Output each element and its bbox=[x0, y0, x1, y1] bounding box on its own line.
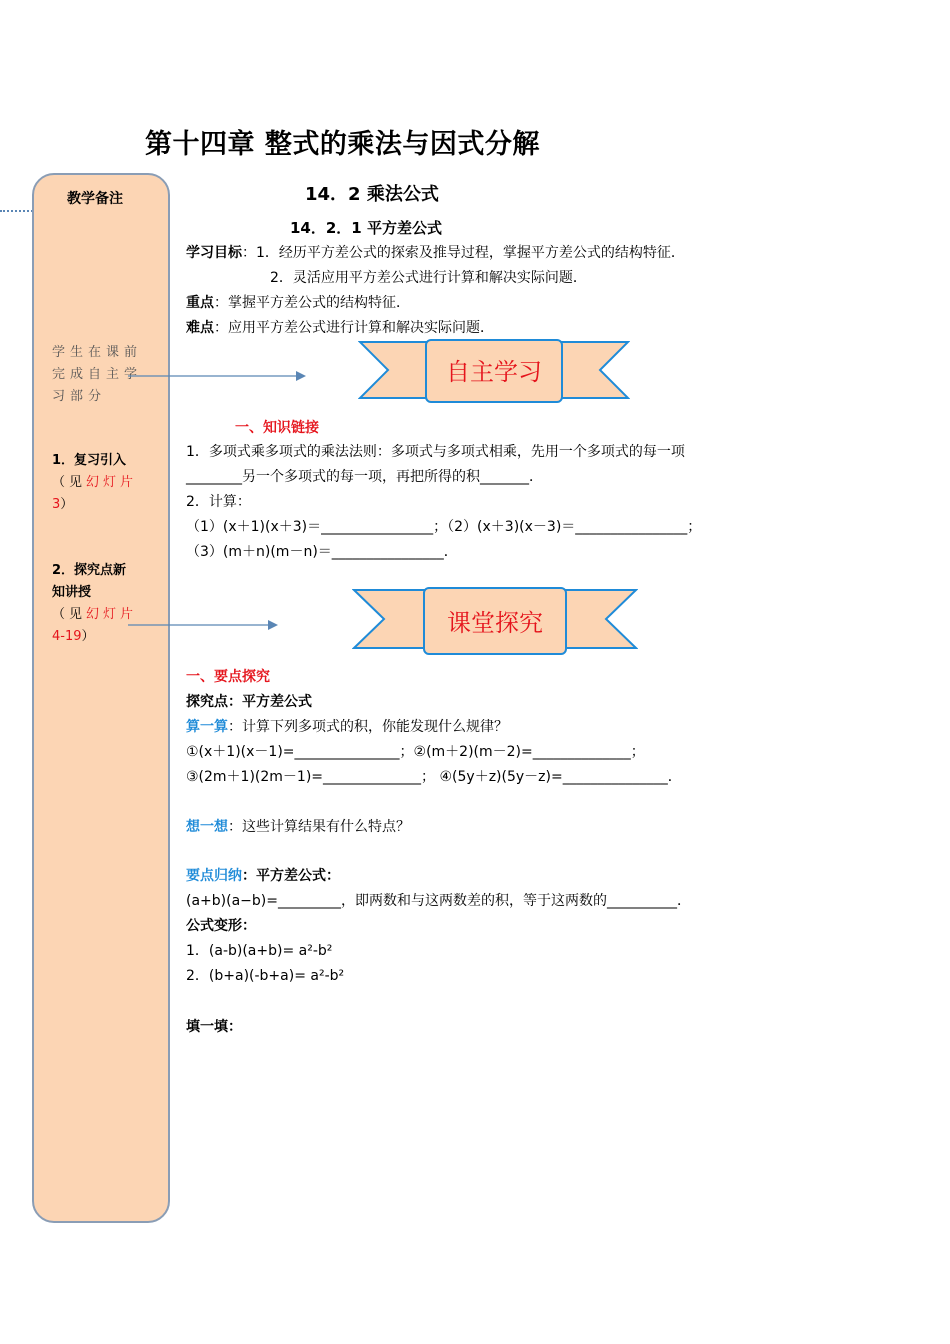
knowledge-q2: 2．计算： bbox=[186, 494, 251, 510]
think-text: ：这些计算结果有什么特点？ bbox=[228, 819, 410, 835]
variant-label: 公式变形： bbox=[186, 918, 256, 934]
sidebar-note: 学生在课前完成自主学习部分 bbox=[52, 345, 143, 404]
teaching-notes-sidebar bbox=[32, 173, 170, 1223]
chapter-title: 第十四章 整式的乘法与因式分解 bbox=[145, 129, 540, 160]
section-title: 14．2 乘法公式 bbox=[305, 184, 439, 205]
difficult-text: 应用平方差公式进行计算和解决实际问题． bbox=[228, 320, 494, 336]
knowledge-q1-line1: 1．多项式乘多项式的乘法法则：多项式与多项式相乘，先用一个多项式的每一项 bbox=[186, 444, 685, 460]
summary bbox=[186, 866, 340, 886]
variant-1: 1．(a-b)(a+b)= a²-b² bbox=[186, 943, 333, 959]
calc-label: 算一算 bbox=[186, 719, 228, 735]
sidebar-item-review-label: 1．复习引入 bbox=[52, 453, 127, 468]
objective-2: 2．灵活应用平方差公式进行计算和解决实际问题． bbox=[270, 270, 587, 286]
variant-2: 2．(b+a)(-b+a)= a²-b² bbox=[186, 968, 345, 984]
ref-close: ） bbox=[60, 497, 74, 512]
difficult-point: 难点：应用平方差公式进行计算和解决实际问题． bbox=[186, 320, 494, 336]
think-prompt bbox=[186, 817, 410, 837]
sidebar-item-explore bbox=[52, 560, 156, 648]
sidebar-item-review bbox=[52, 450, 156, 516]
calc-row-2: ③(2m＋1)(2m－1)=______________； ④(5y＋z)(5y－z)=_______________． bbox=[186, 769, 682, 785]
sidebar-title: 教学备注 bbox=[67, 191, 123, 207]
think-label: 想一想 bbox=[186, 819, 228, 835]
ref-open: （见 bbox=[52, 607, 87, 622]
objective-1: 1．经历平方差公式的探索及推导过程，掌握平方差公式的结构特征． bbox=[256, 245, 685, 261]
fill-label: 填一填： bbox=[186, 1019, 242, 1035]
knowledge-calc-1-2: （1）(x＋1)(x＋3)＝________________；（2）(x＋3)(x－3)＝________________； bbox=[186, 519, 702, 535]
ref-close: ） bbox=[81, 629, 95, 644]
explore-point-label: 探究点：平方差公式 bbox=[186, 694, 312, 710]
self-study-banner-label: 自主学习 bbox=[446, 358, 542, 386]
objectives-label: 学习目标 bbox=[186, 245, 242, 261]
calc-text: ：计算下列多项式的积，你能发现什么规律？ bbox=[228, 719, 508, 735]
summary-text: ：平方差公式： bbox=[242, 868, 340, 884]
knowledge-calc-3: （3）(m＋n)(m－n)＝________________． bbox=[186, 544, 458, 560]
class-explore-banner-label: 课堂探究 bbox=[447, 609, 543, 637]
arrow-icon bbox=[128, 617, 280, 633]
slide-ref: 幻灯片 bbox=[86, 607, 138, 622]
calc-row-1: ①(x＋1)(x－1)=_______________；②(m＋2)(m－2)=______________； bbox=[186, 744, 645, 760]
summary-label: 要点归纳 bbox=[186, 868, 242, 884]
explore-heading: 一、要点探究 bbox=[186, 669, 270, 685]
slide-ref: 幻灯片 bbox=[86, 475, 138, 490]
slide-number: 4-19 bbox=[52, 629, 82, 644]
difficult-label: 难点 bbox=[186, 320, 214, 336]
sidebar-item-explore-label: 2．探究点新知讲授 bbox=[52, 563, 127, 600]
slide-number: 3 bbox=[52, 497, 61, 512]
knowledge-heading: 一、知识链接 bbox=[235, 420, 319, 436]
key-point: 重点：掌握平方差公式的结构特征． bbox=[186, 295, 410, 311]
arrow-icon bbox=[128, 368, 308, 384]
ref-open: （见 bbox=[52, 475, 87, 490]
key-label: 重点 bbox=[186, 295, 214, 311]
calc-prompt bbox=[186, 717, 508, 737]
subsection-title: 14．2．1 平方差公式 bbox=[290, 219, 442, 237]
formula-line: (a+b)(a−b)=_________，即两数和与这两数差的积，等于这两数的__________． bbox=[186, 893, 691, 909]
learning-objectives: 学习目标：1．经历平方差公式的探索及推导过程，掌握平方差公式的结构特征． bbox=[186, 245, 685, 261]
knowledge-q1-line2: ________另一个多项式的每一项，再把所得的积_______． bbox=[186, 469, 543, 485]
key-text: 掌握平方差公式的结构特征． bbox=[228, 295, 410, 311]
